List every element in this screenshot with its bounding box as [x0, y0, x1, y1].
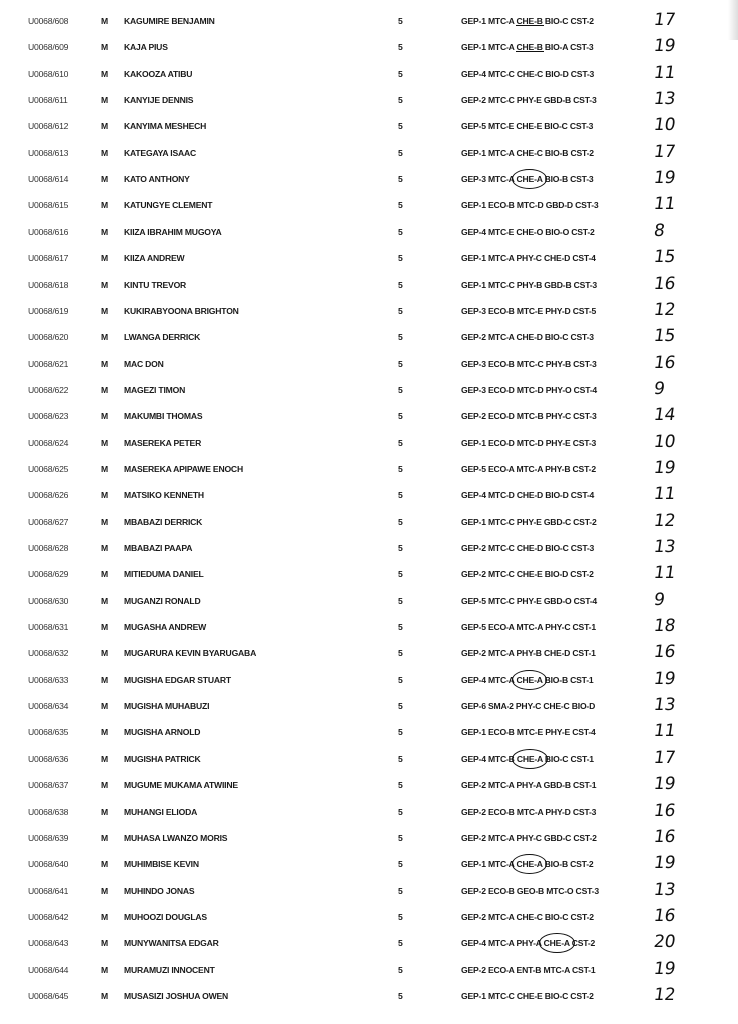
handwritten-points: 16 [652, 352, 677, 373]
table-row [0, 483, 738, 509]
candidate-number: U0068/638 [28, 806, 69, 817]
subject-combination: GEP-1 MTC-C CHE-E BIO-C CST-2 [461, 990, 594, 1001]
candidate-number: U0068/641 [28, 885, 69, 896]
subject-combination: GEP-2 ECO-B MTC-A PHY-D CST-3 [461, 806, 597, 817]
subject-combination: GEP-2 MTC-A CHE-D BIO-C CST-3 [461, 332, 594, 343]
subject-count: 5 [398, 622, 403, 633]
circle-mark [512, 169, 548, 189]
subject-count: 5 [398, 200, 403, 211]
candidate-name: MASEREKA APIPAWE ENOCH [124, 463, 243, 474]
handwritten-points: 19 [652, 168, 677, 189]
candidate-name: KATO ANTHONY [124, 174, 190, 185]
sex-value: M [101, 384, 108, 395]
candidate-number: U0068/626 [28, 490, 69, 501]
subject-combination: GEP-1 MTC-A CHE-C BIO-B CST-2 [461, 147, 594, 158]
sex-value: M [101, 358, 108, 369]
candidate-name: MUGARURA KEVIN BYARUGABA [124, 648, 257, 659]
sex-value: M [101, 701, 108, 712]
candidate-number: U0068/636 [28, 753, 69, 764]
sex-value: M [101, 543, 108, 553]
sex-value: M [101, 226, 108, 237]
candidate-number: U0068/639 [28, 832, 69, 843]
candidate-name: MBABAZI PAAPA [124, 543, 193, 553]
candidate-name: MUHASA LWANZO MORIS [124, 832, 228, 843]
sex-value: M [101, 121, 108, 132]
subject-combination: GEP-2 MTC-A PHY-C GBD-C CST-2 [461, 832, 597, 843]
subject-count: 5 [398, 305, 403, 316]
candidate-number: U0068/609 [28, 42, 69, 53]
table-row [0, 694, 738, 720]
subject-count: 5 [398, 701, 403, 712]
candidate-name: KAGUMIRE BENJAMIN [124, 16, 215, 26]
handwritten-points: 18 [652, 616, 677, 637]
circle-mark [512, 670, 548, 690]
subject-combination: GEP-2 MTC-C CHE-E BIO-D CST-2 [461, 569, 594, 580]
table-row [0, 826, 738, 852]
table-row [0, 615, 738, 641]
table-row [0, 220, 738, 246]
candidate-number: U0068/611 [28, 95, 68, 106]
table-row [0, 958, 738, 984]
subject-combination: GEP-4 MTC-A PHY-A CHE-A CST-2 [461, 938, 596, 949]
sex-value: M [101, 253, 108, 264]
handwritten-points: 17 [652, 747, 677, 768]
candidate-name: LWANGA DERRICK [124, 332, 201, 343]
candidate-number: U0068/621 [28, 358, 69, 369]
candidate-name: KINTU TREVOR [124, 279, 187, 290]
table-row [0, 747, 738, 773]
subject-count: 5 [398, 463, 403, 474]
table-row [0, 9, 738, 35]
subject-count: 5 [398, 147, 403, 158]
subject-combination: GEP-2 MTC-A PHY-A GBD-B CST-1 [461, 780, 597, 791]
candidate-number: U0068/619 [28, 305, 69, 316]
subject-combination: GEP-4 MTC-D CHE-D BIO-D CST-4 [461, 490, 595, 501]
candidate-number: U0068/643 [28, 938, 69, 949]
subject-combination: GEP-1 MTC-A CHE-B BIO-A CST-3 [461, 42, 594, 53]
candidate-number: U0068/629 [28, 569, 69, 580]
candidate-number: U0068/624 [28, 437, 69, 448]
subject-combination: GEP-4 MTC-C CHE-C BIO-D CST-3 [461, 68, 595, 79]
sex-value: M [101, 938, 108, 949]
subject-count: 5 [398, 780, 403, 791]
candidate-number: U0068/622 [28, 384, 69, 395]
sex-value: M [101, 42, 108, 53]
table-row [0, 431, 738, 457]
table-row [0, 668, 738, 694]
handwritten-points: 8 [652, 220, 667, 241]
table-row [0, 378, 738, 404]
subject-count: 5 [398, 727, 403, 738]
table-row [0, 510, 738, 536]
candidate-number: U0068/633 [28, 674, 69, 685]
candidate-number: U0068/623 [28, 411, 69, 422]
subject-combination: GEP-2 MTC-A CHE-C BIO-C CST-2 [461, 911, 594, 922]
candidate-name: KATUNGYE CLEMENT [124, 200, 213, 211]
candidate-name: KANYIMA MESHECH [124, 121, 207, 132]
candidate-name: MUGISHA PATRICK [124, 753, 201, 764]
candidate-name: MASEREKA PETER [124, 437, 202, 448]
candidate-name: KANYIJE DENNIS [124, 95, 194, 106]
table-row [0, 984, 738, 1010]
handwritten-points: 11 [652, 194, 677, 215]
subject-combination: GEP-5 ECO-A MTC-A PHY-C CST-1 [461, 622, 596, 633]
candidate-number: U0068/634 [28, 701, 69, 712]
handwritten-points: 19 [652, 958, 677, 979]
candidate-name: MUHOOZI DOUGLAS [124, 911, 207, 922]
handwritten-points: 17 [652, 10, 677, 30]
sex-value: M [101, 859, 108, 870]
candidate-name: MUSASIZI JOSHUA OWEN [124, 990, 229, 1001]
subject-count: 5 [398, 885, 403, 896]
table-row [0, 931, 738, 957]
candidate-name: MUHINDO JONAS [124, 885, 195, 896]
candidate-name: MAGEZI TIMON [124, 384, 186, 395]
candidate-number: U0068/613 [28, 147, 69, 158]
handwritten-points: 13 [652, 879, 677, 900]
subject-count: 5 [398, 595, 403, 606]
handwritten-points: 9 [652, 589, 667, 610]
table-row [0, 352, 738, 378]
subject-count: 5 [398, 964, 403, 975]
sex-value: M [101, 674, 108, 685]
candidate-number: U0068/620 [28, 332, 69, 343]
table-row [0, 246, 738, 272]
candidate-name: MUGISHA MUHABUZI [124, 701, 210, 712]
circle-mark [512, 854, 548, 874]
candidate-name: KATEGAYA ISAAC [124, 147, 197, 158]
subject-combination: GEP-1 ECO-D MTC-D PHY-E CST-3 [461, 437, 597, 448]
candidate-name: MUHANGI ELIODA [124, 806, 198, 817]
subject-combination: GEP-1 MTC-C PHY-B GBD-B CST-3 [461, 279, 598, 290]
candidate-name: MUGANZI RONALD [124, 595, 201, 606]
subject-count: 5 [398, 516, 403, 527]
candidate-name: MURAMUZI INNOCENT [124, 964, 215, 975]
candidate-number: U0068/612 [28, 121, 69, 132]
table-row [0, 88, 738, 114]
candidate-name: MATSIKO KENNETH [124, 490, 204, 501]
sex-value: M [101, 780, 108, 791]
subject-combination: GEP-4 MTC-E CHE-O BIO-O CST-2 [461, 226, 595, 237]
table-row [0, 299, 738, 325]
table-row [0, 457, 738, 483]
sex-value: M [101, 332, 108, 343]
table-row [0, 800, 738, 826]
candidate-number: U0068/630 [28, 595, 69, 606]
candidate-number: U0068/644 [28, 964, 69, 975]
candidate-number: U0068/617 [28, 253, 69, 264]
sex-value: M [101, 490, 108, 501]
handwritten-points: 17 [652, 141, 677, 162]
subject-count: 5 [398, 437, 403, 448]
candidate-name: MUGISHA ARNOLD [124, 727, 201, 738]
handwritten-points: 14 [652, 405, 677, 426]
subject-combination: GEP-6 SMA-2 PHY-C CHE-C BIO-D [461, 701, 596, 712]
table-row [0, 589, 738, 615]
subject-combination: GEP-1 ECO-B MTC-E PHY-E CST-4 [461, 727, 596, 738]
handwritten-points: 15 [652, 326, 677, 347]
sex-value: M [101, 885, 108, 896]
candidate-name: MUGISHA EDGAR STUART [124, 674, 231, 685]
candidate-number: U0068/618 [28, 279, 69, 290]
handwritten-points: 9 [652, 378, 667, 399]
candidate-number: U0068/640 [28, 859, 69, 870]
handwritten-points: 12 [652, 984, 677, 1005]
subject-count: 5 [398, 174, 403, 185]
sex-value: M [101, 68, 108, 79]
subject-combination: GEP-2 ECO-D MTC-B PHY-C CST-3 [461, 411, 597, 422]
subject-count: 5 [398, 358, 403, 369]
subject-count: 5 [398, 806, 403, 817]
subject-count: 5 [398, 226, 403, 237]
handwritten-points: 11 [652, 721, 677, 742]
subject-count: 5 [398, 253, 403, 264]
handwritten-points: 19 [652, 853, 677, 874]
sex-value: M [101, 437, 108, 448]
sex-value: M [101, 305, 108, 316]
candidate-number: U0068/627 [28, 516, 69, 527]
handwritten-points: 16 [652, 800, 677, 821]
sex-value: M [101, 147, 108, 158]
subject-combination: GEP-2 MTC-C CHE-D BIO-C CST-3 [461, 543, 595, 553]
handwritten-points: 20 [652, 932, 677, 953]
handwritten-points: 16 [652, 273, 677, 294]
table-row [0, 35, 738, 61]
handwritten-points: 16 [652, 642, 677, 663]
subject-count: 5 [398, 569, 403, 580]
handwritten-points: 13 [652, 695, 677, 716]
subject-count: 5 [398, 990, 403, 1001]
candidate-number: U0068/642 [28, 911, 69, 922]
handwritten-points: 15 [652, 247, 677, 268]
candidate-name: KIIZA IBRAHIM MUGOYA [124, 226, 222, 237]
subject-combination: GEP-5 MTC-C PHY-E GBD-O CST-4 [461, 595, 598, 606]
candidate-name: MUGUME MUKAMA ATWIINE [124, 780, 238, 791]
subject-combination: GEP-3 MTC-A CHE-A BIO-B CST-3 [461, 174, 594, 185]
table-row [0, 325, 738, 351]
candidate-name: KIIZA ANDREW [124, 253, 185, 264]
candidate-number: U0068/625 [28, 463, 69, 474]
sex-value: M [101, 727, 108, 738]
candidate-name: MBABAZI DERRICK [124, 516, 203, 527]
table-row [0, 167, 738, 193]
sex-value: M [101, 569, 108, 580]
subject-count: 5 [398, 490, 403, 501]
candidate-number: U0068/614 [28, 174, 69, 185]
candidate-number: U0068/637 [28, 780, 69, 791]
subject-count: 5 [398, 543, 403, 553]
candidate-name: MAKUMBI THOMAS [124, 411, 203, 422]
candidate-number: U0068/631 [28, 622, 69, 633]
subject-combination: GEP-5 ECO-A MTC-A PHY-B CST-2 [461, 463, 596, 474]
subject-count: 5 [398, 938, 403, 949]
sex-value: M [101, 806, 108, 817]
table-row [0, 905, 738, 931]
handwritten-points: 10 [652, 431, 677, 452]
handwritten-points: 11 [652, 484, 677, 505]
candidate-number: U0068/628 [28, 543, 69, 553]
subject-count: 5 [398, 68, 403, 79]
subject-combination: GEP-3 ECO-B MTC-E PHY-D CST-5 [461, 305, 597, 316]
candidate-name: MUGASHA ANDREW [124, 622, 207, 633]
handwritten-points: 19 [652, 774, 677, 795]
subject-combination: GEP-4 MTC-B CHE-A BIO-C CST-1 [461, 753, 594, 764]
table-row [0, 773, 738, 799]
sex-value: M [101, 990, 108, 1001]
subject-count: 5 [398, 648, 403, 659]
underline-mark [516, 25, 544, 26]
candidate-name: MITIEDUMA DANIEL [124, 569, 204, 580]
subject-combination: GEP-2 ECO-B GEO-B MTC-O CST-3 [461, 885, 599, 896]
subject-count: 5 [398, 42, 403, 53]
subject-count: 5 [398, 674, 403, 685]
subject-count: 5 [398, 279, 403, 290]
handwritten-points: 16 [652, 826, 677, 847]
subject-count: 5 [398, 121, 403, 132]
subject-count: 5 [398, 832, 403, 843]
candidate-number: U0068/610 [28, 68, 69, 79]
subject-combination: GEP-3 ECO-B MTC-C PHY-B CST-3 [461, 358, 597, 369]
candidate-name: KAKOOZA ATIBU [124, 68, 193, 79]
subject-count: 5 [398, 16, 403, 26]
subject-combination: GEP-2 ECO-A ENT-B MTC-A CST-1 [461, 964, 596, 975]
sex-value: M [101, 648, 108, 659]
sex-value: M [101, 516, 108, 527]
candidate-name: MAC DON [124, 358, 164, 369]
sex-value: M [101, 595, 108, 606]
handwritten-points: 12 [652, 299, 677, 320]
sex-value: M [101, 411, 108, 422]
handwritten-points: 13 [652, 89, 677, 110]
sex-value: M [101, 279, 108, 290]
candidate-number: U0068/635 [28, 727, 69, 738]
table-row [0, 404, 738, 430]
subject-count: 5 [398, 859, 403, 870]
subject-combination: GEP-3 ECO-D MTC-D PHY-O CST-4 [461, 384, 598, 395]
handwritten-points: 10 [652, 115, 677, 136]
table-row [0, 536, 738, 562]
table-row [0, 114, 738, 140]
subject-count: 5 [398, 753, 403, 764]
subject-combination: GEP-5 MTC-E CHE-E BIO-C CST-3 [461, 121, 594, 132]
table-row [0, 141, 738, 167]
circle-mark [539, 933, 575, 953]
handwritten-points: 11 [652, 563, 677, 584]
subject-combination: GEP-1 MTC-A PHY-C CHE-D CST-4 [461, 253, 596, 264]
subject-combination: GEP-1 ECO-B MTC-D GBD-D CST-3 [461, 200, 599, 211]
table-row [0, 641, 738, 667]
handwritten-points: 11 [652, 62, 677, 83]
candidate-name: MUNYWANITSA EDGAR [124, 938, 219, 949]
sex-value: M [101, 200, 108, 211]
sex-value: M [101, 622, 108, 633]
table-row [0, 562, 738, 588]
subject-count: 5 [398, 911, 403, 922]
subject-combination: GEP-2 MTC-C PHY-E GBD-B CST-3 [461, 95, 597, 106]
subject-count: 5 [398, 332, 403, 343]
handwritten-points: 19 [652, 668, 677, 689]
sex-value: M [101, 16, 108, 26]
sex-value: M [101, 911, 108, 922]
handwritten-points: 13 [652, 537, 677, 557]
subject-combination: GEP-1 MTC-A CHE-B BIO-C CST-2 [461, 16, 594, 26]
candidate-name: KAJA PIUS [124, 42, 168, 53]
candidate-number: U0068/615 [28, 200, 69, 211]
table-row [0, 720, 738, 746]
candidate-number: U0068/608 [28, 16, 69, 26]
sex-value: M [101, 832, 108, 843]
sex-value: M [101, 753, 108, 764]
candidate-number: U0068/616 [28, 226, 69, 237]
sex-value: M [101, 463, 108, 474]
sex-value: M [101, 174, 108, 185]
subject-count: 5 [398, 411, 403, 422]
table-row [0, 852, 738, 878]
candidate-number: U0068/632 [28, 648, 69, 659]
table-row [0, 62, 738, 88]
handwritten-points: 12 [652, 510, 677, 531]
candidate-name: KUKIRABYOONA BRIGHTON [124, 305, 239, 316]
candidate-number: U0068/645 [28, 990, 69, 1001]
candidate-name: MUHIMBISE KEVIN [124, 859, 199, 870]
sex-value: M [101, 964, 108, 975]
sex-value: M [101, 95, 108, 106]
handwritten-points: 19 [652, 457, 677, 478]
subject-combination: GEP-4 MTC-A CHE-A BIO-B CST-1 [461, 674, 594, 685]
subject-count: 5 [398, 95, 403, 106]
subject-combination: GEP-1 MTC-A CHE-A BIO-B CST-2 [461, 859, 594, 870]
handwritten-points: 16 [652, 905, 677, 926]
table-row [0, 193, 738, 219]
subject-combination: GEP-1 MTC-C PHY-E GBD-C CST-2 [461, 516, 597, 527]
table-row [0, 879, 738, 905]
circle-mark [512, 749, 548, 769]
subject-combination: GEP-2 MTC-A PHY-B CHE-D CST-1 [461, 648, 596, 659]
handwritten-points: 19 [652, 36, 677, 57]
subject-count: 5 [398, 384, 403, 395]
underline-mark [516, 51, 544, 52]
table-row [0, 273, 738, 299]
